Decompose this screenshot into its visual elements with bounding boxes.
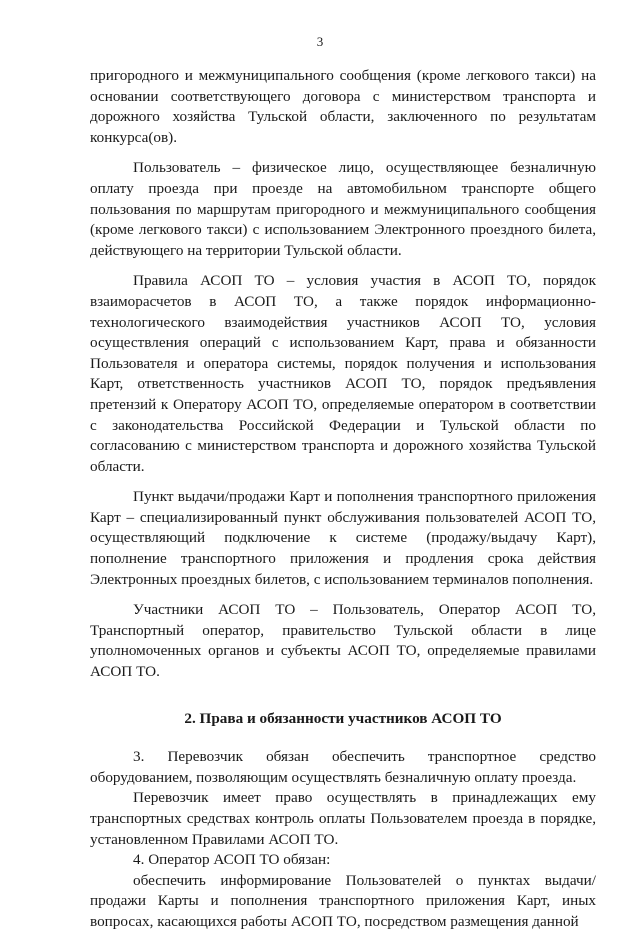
paragraph-user-definition: Пользователь – физическое лицо, осуществляющее безналичную оплату проезда при проезде на автомобильном транспорте общего пользования по маршрутам пригородного и межмуниципального сообщения (кроме легкового такси) с использованием Электронного проездного билета, действующего на территории Тульской области. <box>90 159 596 259</box>
paragraph-continuation: пригородного и межмуниципального сообщения (кроме легкового такси) на основании соответствующего договора с министерством транспорта и дорожного хозяйства Тульской области, заключенного по результатам конкурса(ов). <box>90 67 596 146</box>
section-heading: 2. Права и обязанности участников АСОП ТО <box>184 709 502 727</box>
paragraph-rules-definition: Правила АСОП ТО – условия участия в АСОП ТО, порядок взаиморасчетов в АСОП ТО, а также порядок информационно-технологического взаимодействия участников АСОП ТО, условия осуществления операций с использованием Карт, права и обязанности Пользователя и оператора системы, порядок получения и использования Карт, ответственность участников АСОП ТО, порядок предъявления претензий к Оператору АСОП ТО, определяемые оператором в соответствии с законодательства Российской Федерации и Тульской области по согласованию с министерством транспорта и дорожного хозяйства Тульской области. <box>90 272 596 475</box>
paragraph-sales-point-definition: Пункт выдачи/продажи Карт и пополнения транспортного приложения Карт – специализированный пункт обслуживания пользователей АСОП ТО, осуществляющий подключение к системе (продажу/выдачу Карт), пополнение транспортного приложения и продления срока действия Электронных проездных билетов, с использованием терминалов пополнения. <box>90 488 596 588</box>
paragraph-inform-users: обеспечить информирование Пользователей о пунктах выдачи/продажи Карты и пополнения транспортного приложения Карт, иных вопросах, касающихся работы АСОП ТО, посредством размещения данной <box>90 871 596 930</box>
page-number: 3 <box>316 34 324 49</box>
document-body <box>90 66 596 933</box>
paragraph-participants-definition: Участники АСОП ТО – Пользователь, Оператор АСОП ТО, Транспортный оператор, правительство Тульской области в лице уполномоченных органов и субъекты АСОП ТО, определяемые правилами АСОП ТО. <box>90 601 596 681</box>
paragraph-carrier-right: Перевозчик имеет право осуществлять в принадлежащих ему транспортных средствах контроль оплаты Пользователем проезда в порядке, установленном Правилами АСОП ТО. <box>90 789 596 848</box>
paragraph-carrier-obligation: 3. Перевозчик обязан обеспечить транспортное средство оборудованием, позволяющим осуществлять безналичную оплату проезда. <box>90 748 596 786</box>
paragraph-operator-obligations: 4. Оператор АСОП ТО обязан: <box>133 851 331 869</box>
